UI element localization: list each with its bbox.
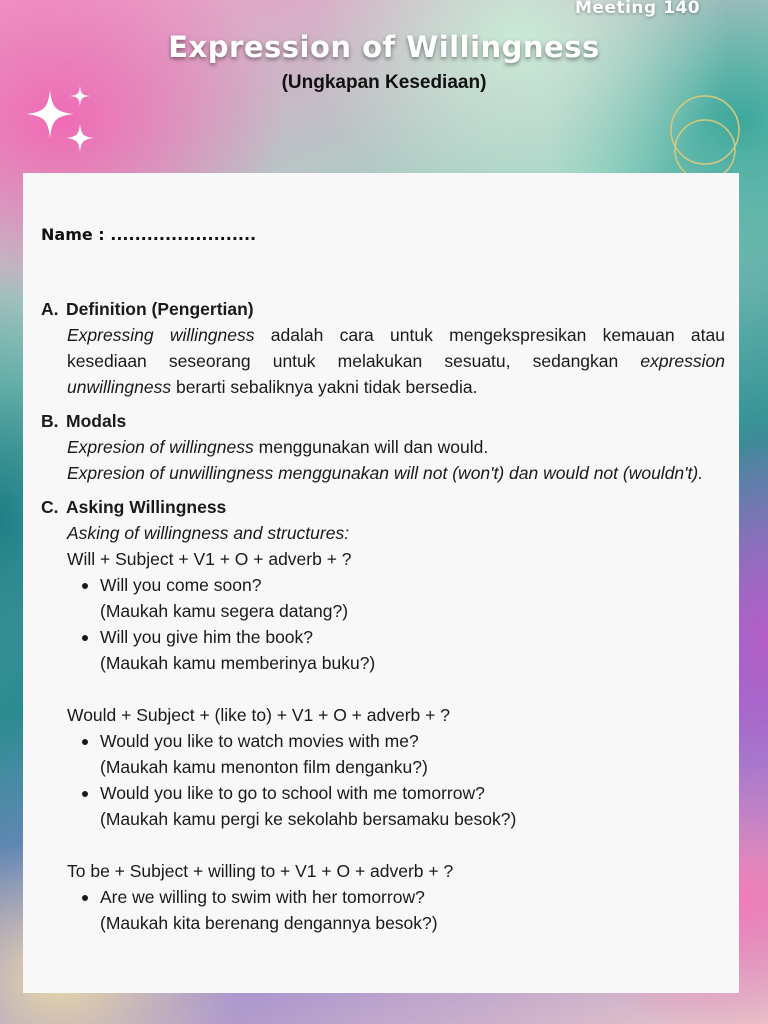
list-item: Will you come soon? (Maukah kamu segera datang?) [100,572,725,624]
worksheet-content [41,296,725,944]
example-list [41,884,725,936]
structures-intro: Asking of willingness and structures: [67,523,350,543]
section-c [41,494,725,936]
name-dots: ........................ [110,225,257,244]
section-b [41,408,725,486]
list-item: Are we willing to swim with her tomorrow? (Maukah kita berenang dengannya besok?) [100,884,725,936]
modals-line: Expresion of willingness menggunakan will dan would. [67,437,489,457]
meeting-label: Meeting 140 [575,0,701,18]
sparkles-icon [22,84,102,164]
modals-line: Expresion of unwillingness menggunakan will not (won't) dan would not (wouldn't). [67,463,704,483]
name-label: Name : [41,225,111,244]
example-list [41,572,725,676]
example-list [41,728,725,832]
structure-formula: Would + Subject + (like to) + V1 + O + adverb + ? [67,705,450,725]
section-heading: C. Asking Willingness [41,497,227,517]
decorative-circles-icon [662,92,748,178]
name-field[interactable] [41,225,256,244]
list-item: Would you like to watch movies with me? (Maukah kamu menonton film denganku?) [100,728,725,780]
section-heading: A. Definition (Pengertian) [41,299,254,319]
section-heading: B. Modals [41,411,127,431]
list-item: Would you like to go to school with me tomorrow? (Maukah kamu pergi ke sekolahb bersamaku besok?) [100,780,725,832]
worksheet-card [23,173,739,993]
page-subtitle: (Ungkapan Kesediaan) [281,72,487,93]
definition-paragraph: Expressing willingness adalah cara untuk mengekspresikan kemauan atau kesediaan seseorang untuk melakukan sesuatu, sedangkan expression unwillingness berarti sebaliknya yakni tidak bersedia. [67,325,725,397]
list-item: Will you give him the book? (Maukah kamu memberinya buku?) [100,624,725,676]
structure-formula: Will + Subject + V1 + O + adverb + ? [67,549,352,569]
section-a [41,296,725,400]
structure-formula: To be + Subject + willing to + V1 + O + adverb + ? [67,861,454,881]
page-title: Expression of Willingness [168,30,600,64]
